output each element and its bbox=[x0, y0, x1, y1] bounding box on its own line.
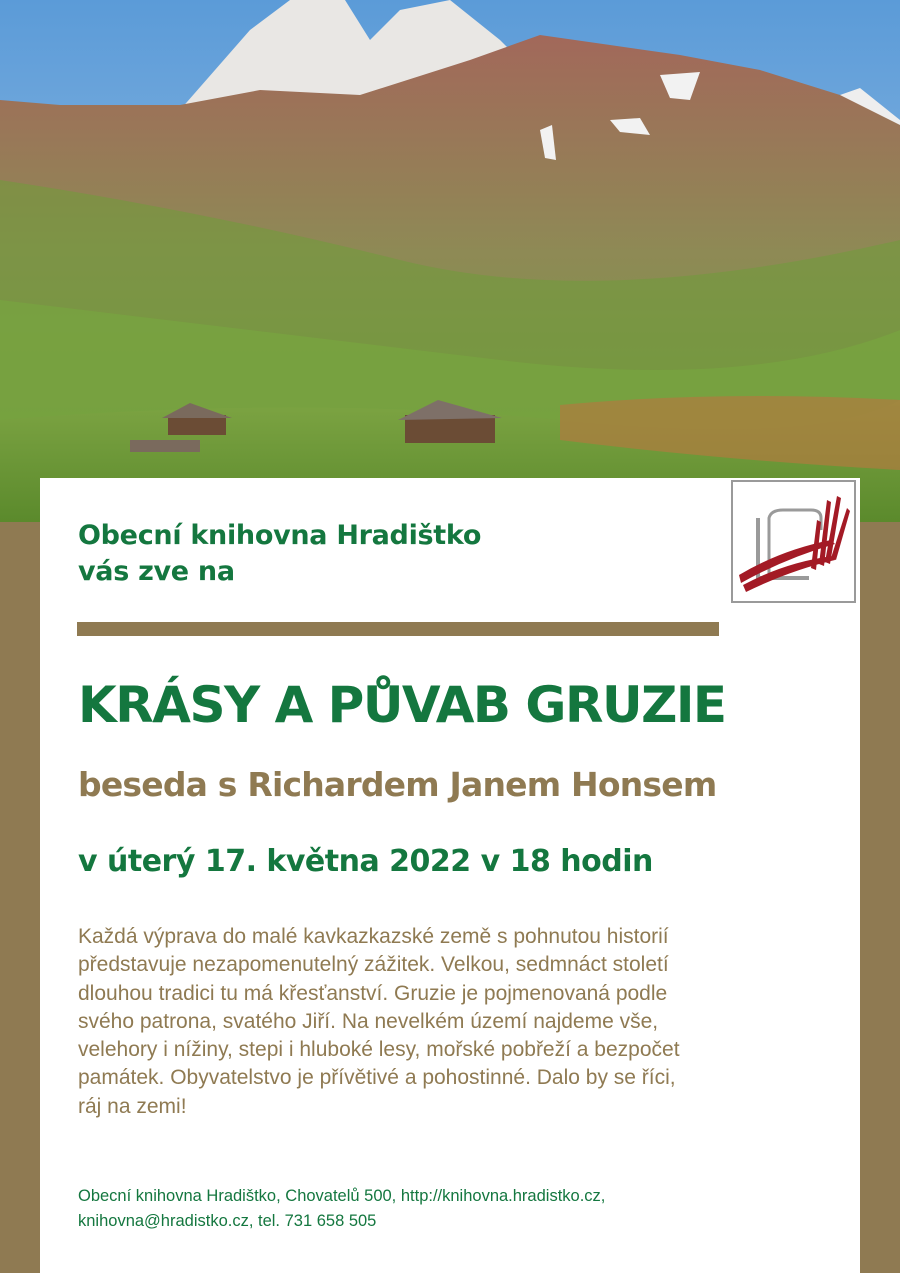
description-line: velehory i nížiny, stepi i hluboké lesy, mořské pobřeží a bezpočet bbox=[78, 1038, 680, 1062]
contact-line-1: Obecní knihovna Hradištko, Chovatelů 500, http://knihovna.hradistko.cz, bbox=[78, 1187, 606, 1205]
invitation-text bbox=[78, 518, 481, 590]
event-date: v úterý 17. května 2022 v 18 hodin bbox=[78, 844, 653, 879]
description-line: ráj na zemi! bbox=[78, 1094, 187, 1118]
contact-footer bbox=[78, 1184, 838, 1234]
description-line: představuje nezapomenutelný zážitek. Velkou, sedmnáct století bbox=[78, 953, 669, 977]
divider bbox=[77, 622, 719, 636]
description-line: památek. Obyvatelstvo je přívětivé a pohostinné. Dalo by se říci, bbox=[78, 1066, 676, 1090]
invitation-line-1: Obecní knihovna Hradištko bbox=[78, 520, 482, 551]
description-line: dlouhou tradici tu má křesťanství. Gruzie je pojmenovaná podle bbox=[78, 981, 668, 1005]
library-logo-icon bbox=[731, 480, 856, 603]
invitation-line-2: vás zve na bbox=[78, 556, 235, 587]
description-line: Každá výprava do malé kavkazkazské země s pohnutou historií bbox=[78, 925, 669, 948]
event-subtitle: beseda s Richardem Janem Honsem bbox=[78, 765, 717, 804]
description-line: svého patrona, svatého Jiří. Na nevelkém území najdeme vše, bbox=[78, 1009, 659, 1033]
event-title: KRÁSY A PŮVAB GRUZIE bbox=[78, 676, 726, 734]
event-description bbox=[78, 923, 788, 1121]
mountain-landscape-photo bbox=[0, 0, 900, 522]
contact-line-2: knihovna@hradistko.cz, tel. 731 658 505 bbox=[78, 1212, 377, 1230]
